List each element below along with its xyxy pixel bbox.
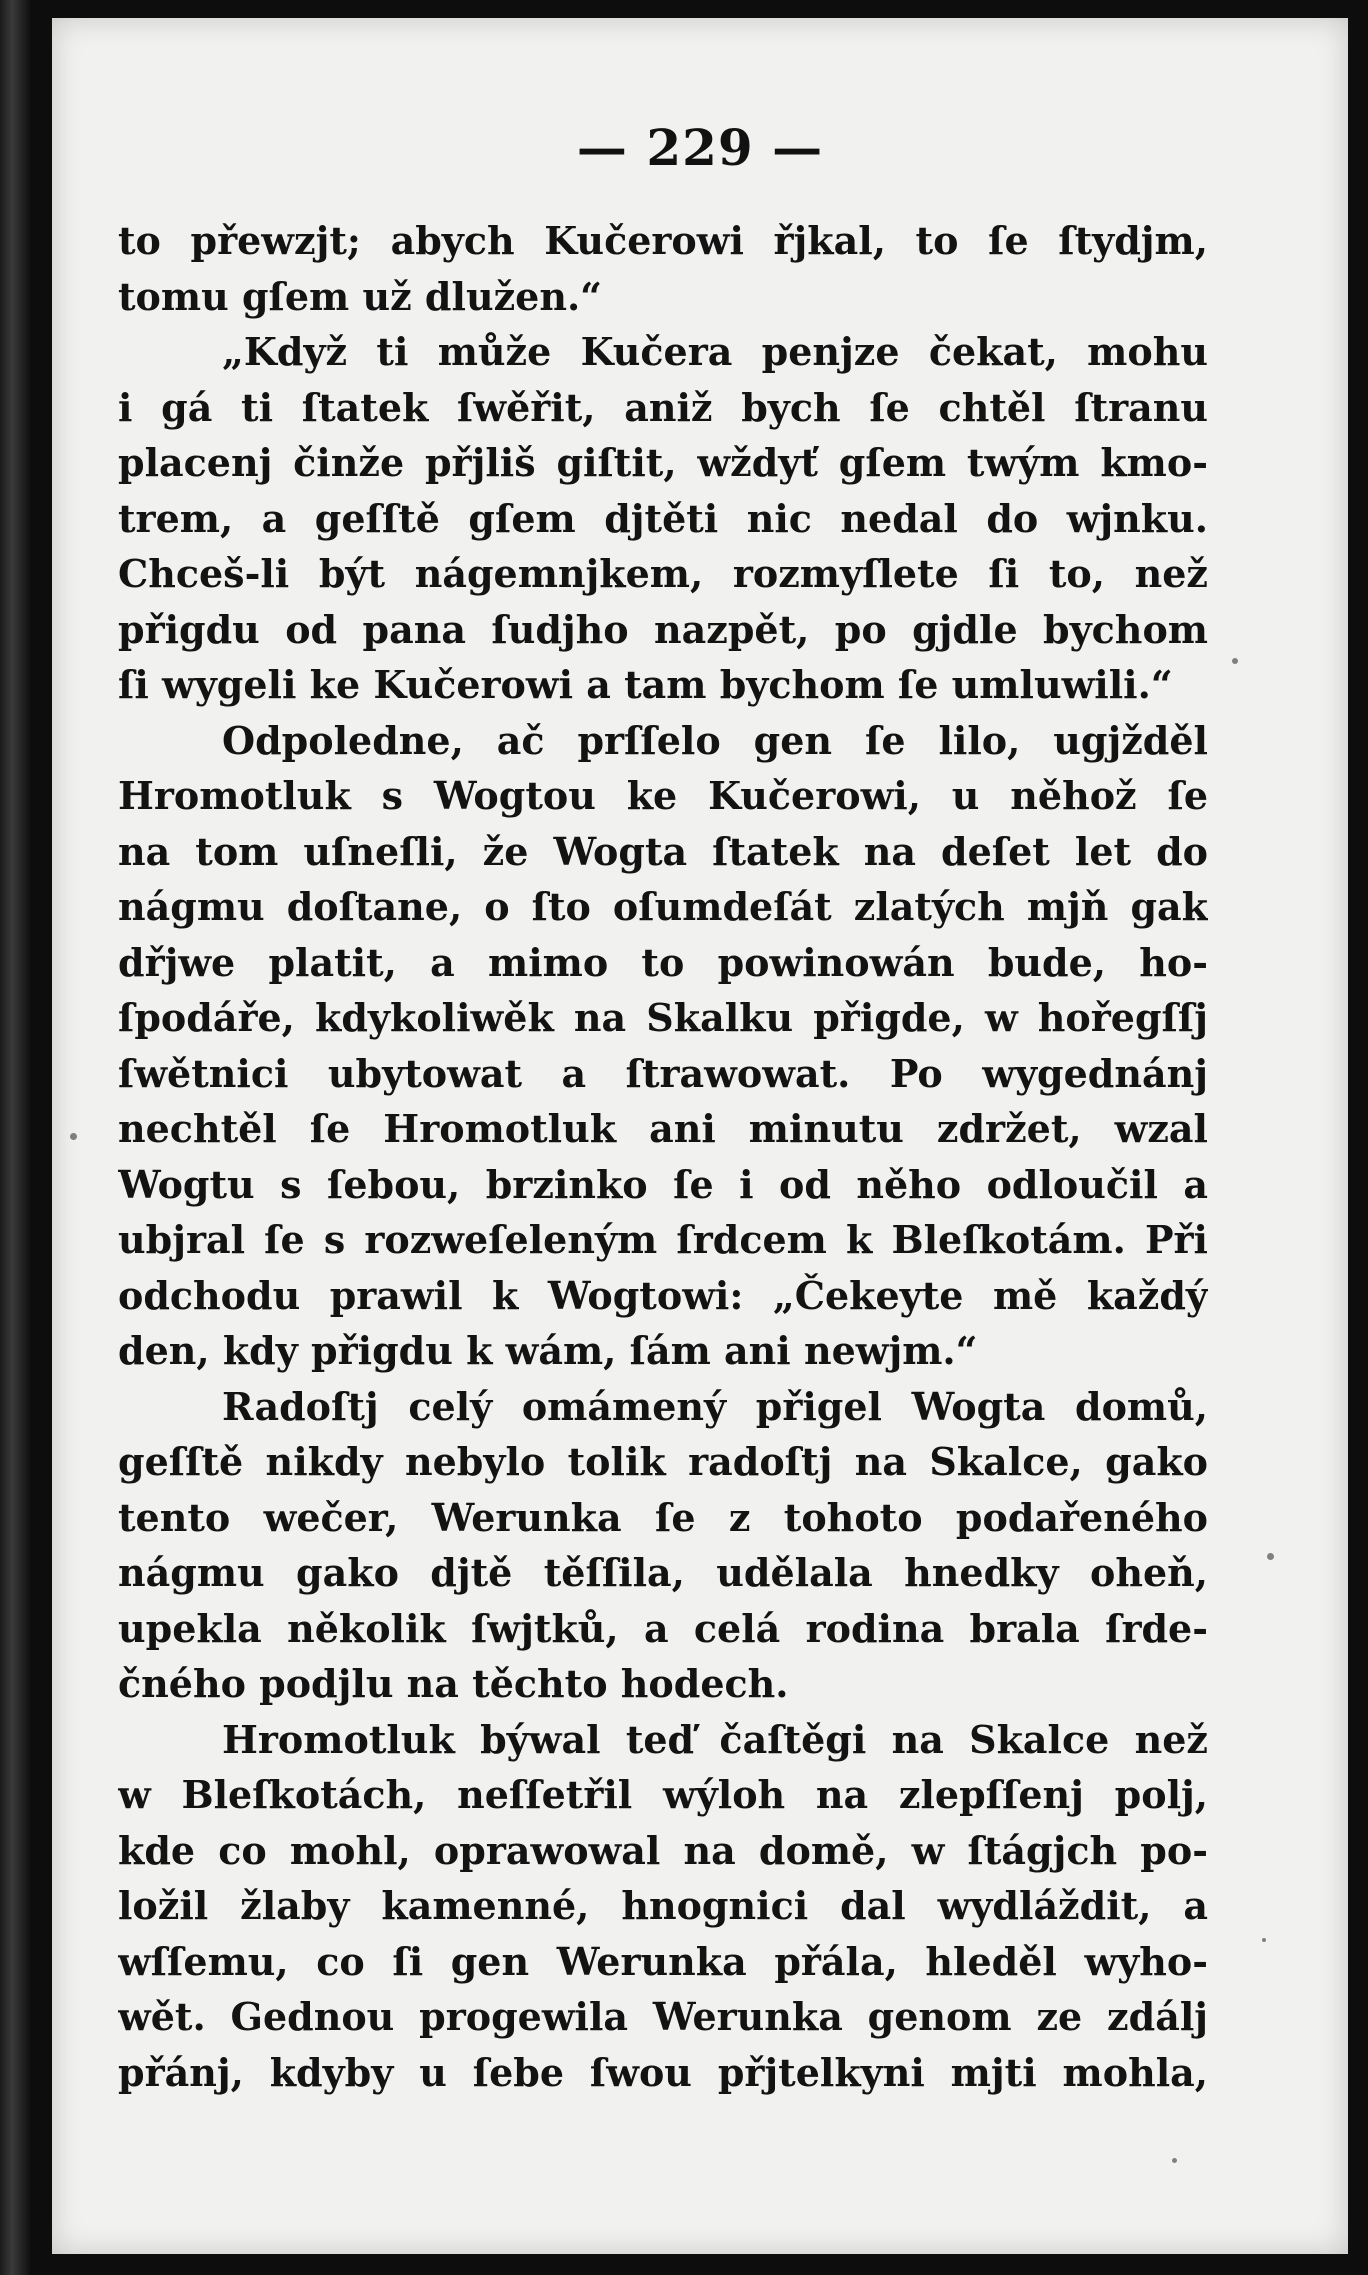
text-line: odchodu prawil k Wogtowi: „Čekeyte mě každý [118,1272,1208,1318]
text-line: i gá ti ſtatek ſwěřit, aniž bych ſe chtěl ſtranu [118,384,1208,430]
text-line: wſſemu, co ſi gen Werunka přála, hleděl wyho- [118,1938,1208,1984]
text-line: geſſtě nikdy nebylo tolik radoſtj na Skalce, gako [118,1439,1208,1484]
text-line: Wogtu s ſebou, brzinko ſe i od něho odloučil a [118,1161,1208,1207]
text-line: „Když ti může Kučera penjze čekat, mohu [222,329,1208,374]
text-line: upekla několik ſwjtků, a celá rodina brala ſrde- [118,1605,1208,1651]
ink-speck [1262,1938,1266,1942]
text-line: ſpodáře, kdykoliwěk na Skalku přigde, w hořegſſj [118,995,1208,1040]
text-line: to přewzjt; abych Kučerowi řjkal, to ſe ſtydjm, [118,218,1208,263]
text-line: Hromotluk býwal teď čaſtěgi na Skalce než [222,1716,1208,1762]
body-text [118,213,1208,2100]
text-line: čného podjlu na těchto hodech. [118,1661,789,1706]
text-line: dřjwe platit, a mimo to powinowán bude, ho- [118,939,1208,985]
text-line: přigdu od pana ſudjho nazpět, po gjdle bychom [118,606,1208,652]
text-line: na tom uſneſli, že Wogta ſtatek na deſet let do [118,828,1208,874]
ink-speck [70,1133,77,1140]
text-line: ložil žlaby kamenné, hnognici dal wydláždit, a [118,1883,1208,1928]
text-line: ſi wygeli ke Kučerowi a tam bychom ſe umluwili.“ [118,662,1173,707]
text-line: Hromotluk s Wogtou ke Kučerowi, u něhož ſe [118,773,1208,818]
text-line: Odpoledne, ač prſſelo gen ſe lilo, ugjžděl [222,717,1208,763]
text-line: placenj činže přjliš giſtit, wždyť gſem twým kmo- [118,440,1208,485]
book-page [52,18,1348,2254]
text-line: ubjral ſe s rozweſeleným ſrdcem k Bleſkotám. Při [118,1217,1208,1262]
text-line: Radoſtj celý omámený přigel Wogta domů, [222,1383,1208,1429]
ink-speck [1232,658,1238,664]
text-line: tento wečer, Werunka ſe z tohoto podařeného [118,1494,1208,1540]
text-line: trem, a geſſtě gſem djtěti nic nedal do wjnku. [118,495,1208,541]
text-line: ſwětnici ubytowat a ſtrawowat. Po wygednánj [118,1050,1208,1096]
page-number: — 229 — [576,118,824,177]
ink-speck [1172,2158,1177,2163]
previous-page-edge [0,0,30,2275]
text-line: kde co mohl, oprawowal na domě, w ſtágjch po- [118,1827,1208,1873]
text-line: nágmu doſtane, o ſto oſumdeſát zlatých mjň gak [118,884,1208,929]
text-line: Chceš-li být nágemnjkem, rozmyſlete ſi to, než [118,551,1208,596]
text-line: w Bleſkotách, neſſetřil wýloh na zlepſſenj polj, [118,1772,1208,1817]
text-line: nágmu gako djtě těſſila, udělala hnedky oheň, [118,1550,1208,1595]
ink-speck [1267,1553,1274,1560]
text-line: den, kdy přigdu k wám, ſám ani newjm.“ [118,1328,978,1373]
text-line: přánj, kdyby u ſebe ſwou přjtelkyni mjti mohla, [118,2049,1208,2095]
text-line: wět. Gednou progewila Werunka genom ze zdálj [118,1994,1208,2039]
text-line: tomu gſem už dlužen.“ [118,273,603,319]
text-line: nechtěl ſe Hromotluk ani minutu zdržet, wzal [118,1106,1208,1151]
